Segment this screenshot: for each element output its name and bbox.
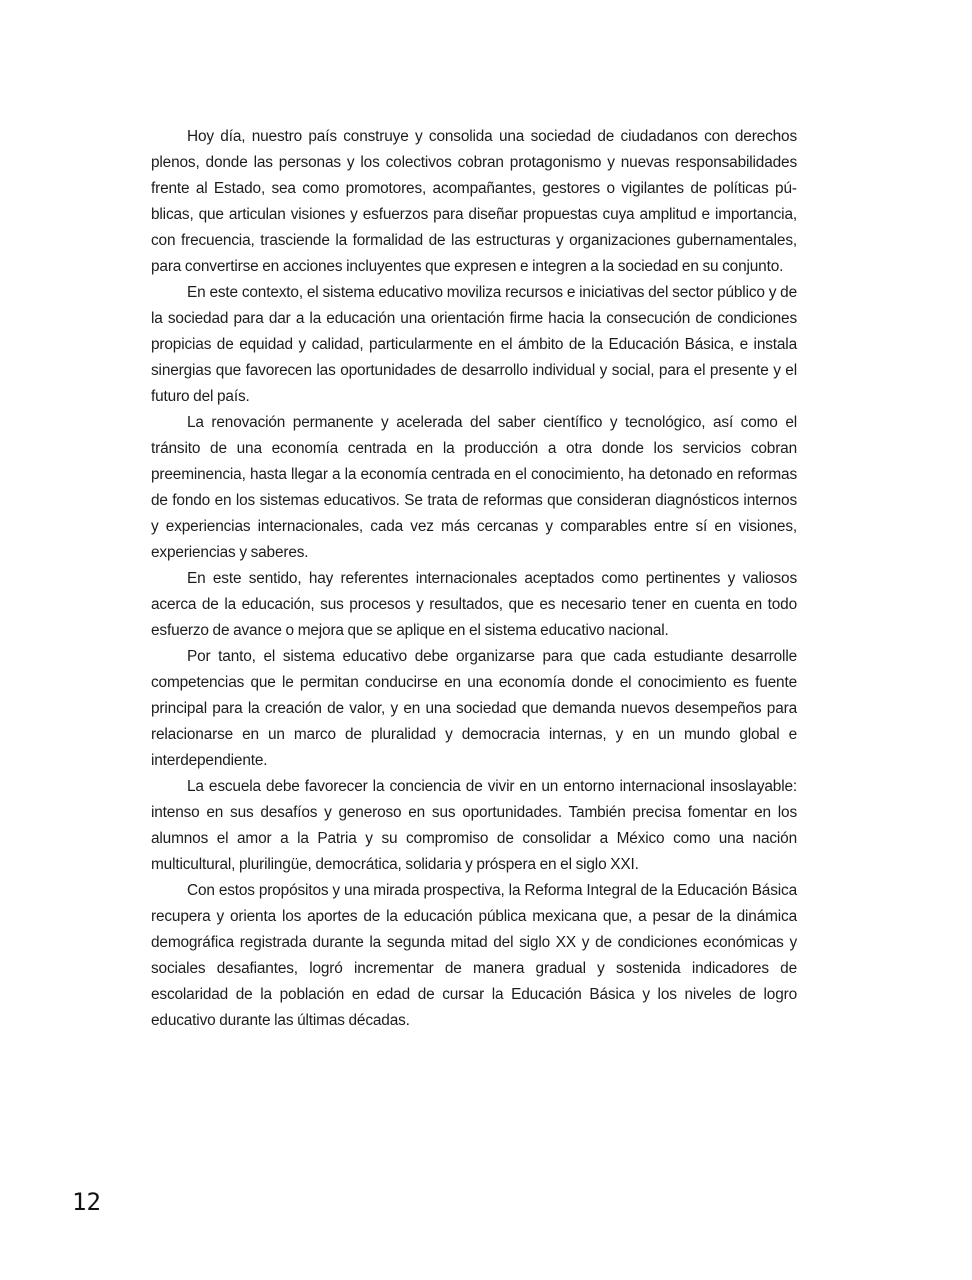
- body-paragraph-4: En este sentido, hay referentes internacionales aceptados como pertinentes y valiosos acerca de la educación, sus procesos y resultados, que es necesario tener en cuenta en todo esfuerzo de avance o mejora que se aplique en el sistema educativo nacional.: [151, 570, 797, 639]
- page-number: 12: [72, 1188, 101, 1216]
- page-body: [151, 124, 797, 1034]
- body-paragraph-5: Por tanto, el sistema educativo debe organizarse para que cada estudiante desarrolle competencias que le permitan conducirse en una economía donde el conocimiento es fuente principal para la creación de valor, y en una sociedad que demanda nuevos desempeños para relacionarse en un marco de pluralidad y democracia internas, y en un mundo global e interdependiente.: [151, 648, 797, 769]
- body-paragraph-1: Hoy día, nuestro país construye y consolida una sociedad de ciudadanos con derechos plenos, donde las personas y los colectivos cobran protagonismo y nuevas responsabilidades frente al Estado, sea como promotores, acompañantes, gestores o vigilantes de políticas públicas, que articulan visiones y esfuerzos para diseñar propuestas cuya amplitud e importancia, con frecuencia, trasciende la formalidad de las estructuras y organizaciones gubernamentales, para convertirse en acciones incluyentes que expresen e integren a la sociedad en su conjunto.: [151, 128, 797, 275]
- body-paragraph-7: Con estos propósitos y una mirada prospectiva, la Reforma Integral de la Educación Básica recupera y orienta los aportes de la educación pública mexicana que, a pesar de la dinámica demográfica registrada durante la segunda mitad del siglo XX y de condiciones económicas y sociales desafiantes, logró incrementar de manera gradual y sostenida indicadores de escolaridad de la población en edad de cursar la Educación Básica y los niveles de logro educativo durante las últimas décadas.: [151, 882, 797, 1029]
- body-paragraph-2: En este contexto, el sistema educativo moviliza recursos e iniciativas del sector público y de la sociedad para dar a la educación una orientación firme hacia la consecución de condiciones propicias de equidad y calidad, particularmente en el ámbito de la Educación Básica, e instala sinergias que favorecen las oportunidades de desarrollo individual y social, para el presente y el futuro del país.: [151, 284, 797, 405]
- body-paragraph-3: La renovación permanente y acelerada del saber científico y tecnológico, así como el tránsito de una economía centrada en la producción a otra donde los servicios cobran preeminencia, hasta llegar a la economía centrada en el conocimiento, ha detonado en reformas de fondo en los sistemas educativos. Se trata de reformas que consideran diagnósticos internos y experiencias internacionales, cada vez más cercanas y comparables entre sí en visiones, experiencias y saberes.: [151, 414, 797, 561]
- body-paragraph-6: La escuela debe favorecer la conciencia de vivir en un entorno internacional insoslayable: intenso en sus desafíos y generoso en sus oportunidades. También precisa fomentar en los alumnos el amor a la Patria y su compromiso de consolidar a México como una nación multicultural, plurilingüe, democrática, solidaria y próspera en el siglo XXI.: [151, 778, 797, 873]
